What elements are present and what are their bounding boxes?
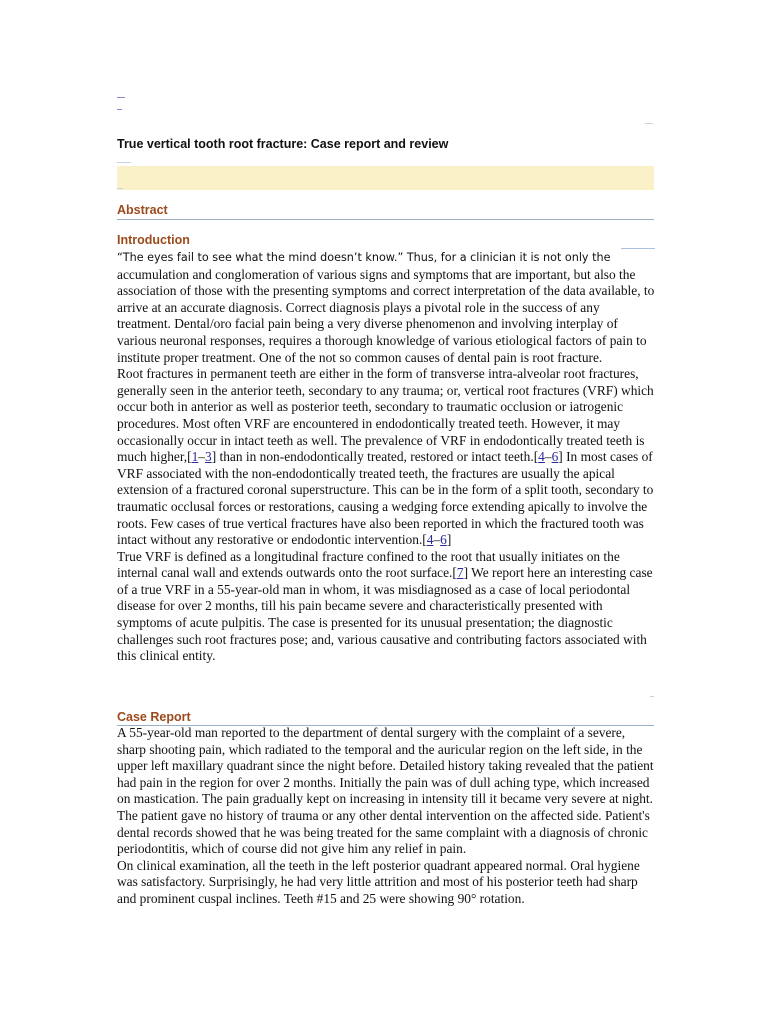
citation-link[interactable]: 6 [551,449,559,465]
top-link-mark[interactable] [117,97,125,98]
introduction-heading: Introduction [117,233,190,247]
introduction-body [117,249,655,665]
case-report-body [117,725,655,908]
highlight-banner [117,166,654,190]
citation-link[interactable]: 4 [538,449,545,465]
divider [650,696,654,697]
case-report-heading: Case Report [117,710,191,724]
section-rule [117,219,654,220]
paragraph: A 55-year-old man reported to the department of dental surgery with the complaint of a severe, sharp shooting pain, which radiated to the temporal and the auricular region on the left side, in the upper left maxillary quadrant since the night before. Detailed history taking revealed that the patient had pain in the region for over 2 months. Initially the pain was of dull aching type, which increased on mastication. The pain gradually kept on increasing in intensity till it became very severe at night. The patient gave no history of trauma or any other dental intervention on the affected side. Patient's dental records showed that he was being treated for the same complaint with a diagnosis of chronic periodontitis, which of course did not give him any relief in pain. [117,725,654,857]
paragraph [117,549,655,665]
opening-quote: “The eyes fail to see what the mind doesn’t know.” Thus, for a clinician it is not only the [117,251,611,264]
paragraph: On clinical examination, all the teeth in the left posterior quadrant appeared normal. Oral hygiene was satisfactory. Surprisingly, he had very little attrition and most of his posterior teeth had sharp and prominent cuspal inclines. Teeth #15 and 25 were showing 90° rotation. [117,857,640,906]
paragraph-text: Root fractures in permanent teeth are either in the form of transverse intra-alveolar root fractures, generally seen in the anterior teeth, secondary to any trauma; or, vertical root fractures (VRF) which occur both in anterior as well as posterior teeth, secondary to traumatic occlusion or iatrogenic procedures. Most often VRF are encountered in endodontically treated teeth. However, it may occasionally occur in intact teeth as well. The prevalence of VRF in endodontically treated teeth is much higher,[ [117,366,654,465]
paragraph-text: ] In most cases of VRF associated with the non-endodontically treated teeth, the fractures are usually the apical extension of a fractured coronal superstructure. This can be in the form of a split tooth, secondary to traumatic occlusal forces or restorations, causing a wedging force extending apically to involve the roots. Few cases of true vertical fractures have also been reported in which the fractured tooth was intact without any restorative or endodontic intervention.[ [117,449,654,548]
paragraph-text: ] [446,532,452,548]
divider [117,162,131,163]
paragraph-text: ] We report here an interesting case of a true VRF in a 55-year-old man in whom, it was misdiagnosed as a case of local periodontal disease for over 2 months, till his pain became severe and characteristically presented with symptoms of acute pulpitis. The case is presented for its unusual presentation; the diagnostic challenges such root fractures pose; and, various causative and contributing factors associated with this clinical entity. [117,565,653,664]
divider [117,188,123,189]
paragraph [117,366,655,549]
paragraph-text: accumulation and conglomeration of various signs and symptoms that are important, but also the association of those with the presenting symptoms and correct interpretation of the data available, to arrive at an accurate diagnosis. Correct diagnosis plays a pivotal role in the success of any treatment. Dental/oro facial pain being a very diverse phenomenon and involving interplay of various neuronal responses, requires a thorough knowledge of various etiological factors of pain to institute proper treatment. One of the not so common causes of dental pain is root fracture. [117,266,655,365]
citation-link[interactable]: 4 [426,532,434,548]
paragraph-text: True VRF is defined as a longitudinal fracture confined to the root that usually initiates on the internal canal wall and extends outwards onto the root surface.[ [117,548,620,581]
citation-dash: – [198,449,205,465]
paragraph-text: ] than in non-endodontically treated, restored or intact teeth.[ [211,449,539,465]
article-title: True vertical tooth root fracture: Case report and review [117,137,449,151]
citation-link[interactable]: 6 [440,532,447,548]
abstract-heading: Abstract [117,203,168,217]
citation-dash: – [544,449,552,465]
divider [645,123,653,124]
citation-dash: – [433,532,441,548]
citation-link[interactable]: 1 [191,449,199,465]
citation-link[interactable]: 3 [204,449,212,465]
top-link-mark[interactable] [117,109,122,110]
citation-link[interactable]: 7 [456,565,464,581]
paragraph [117,249,655,366]
